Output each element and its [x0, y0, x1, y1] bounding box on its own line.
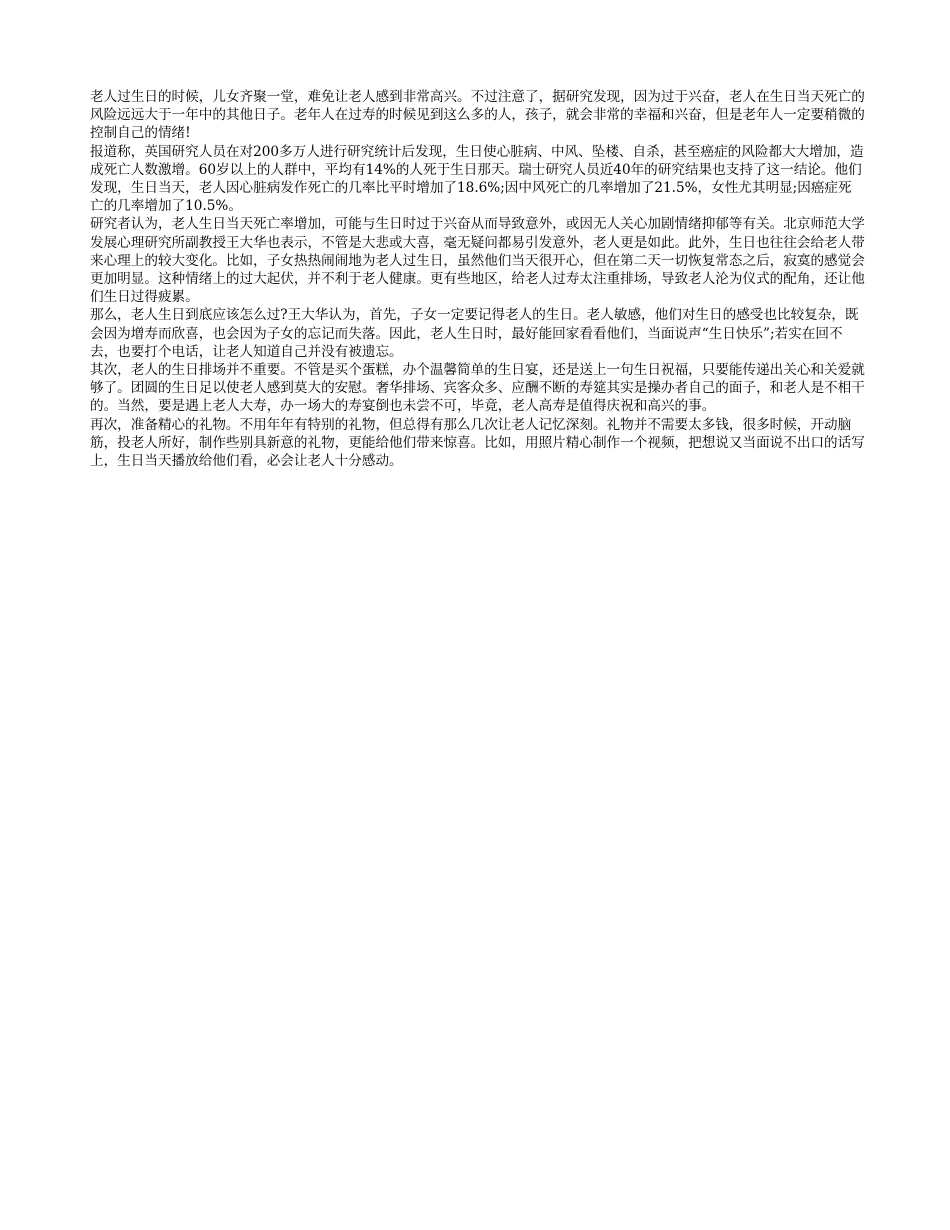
paragraph-6: 再次，准备精心的礼物。不用年年有特别的礼物，但总得有那么几次让老人记忆深刻。礼物并不需要太多钱，很多时候，开动脑筋，投老人所好，制作些别具新意的礼物，更能给他们带来惊喜。比如，用照片精心制作一个视频，把想说又当面说不出口的话写上，生日当天播放给他们看，必会让老人十分感动。: [90, 416, 865, 470]
paragraph-4: 那么，老人生日到底应该怎么过?王大华认为，首先，子女一定要记得老人的生日。老人敏感，他们对生日的感受也比较复杂，既会因为增寿而欣喜，也会因为子女的忘记而失落。因此，老人生日时，最好能回家看看他们，当面说声“生日快乐”;若实在回不去，也要打个电话，让老人知道自己并没有被遗忘。: [90, 307, 859, 360]
paragraph-3: 研究者认为，老人生日当天死亡率增加，可能与生日时过于兴奋从而导致意外，或因无人关心加剧情绪抑郁等有关。北京师范大学发展心理研究所副教授王大华也表示，不管是大悲或大喜，毫无疑问都易引发意外，老人更是如此。此外，生日也往往会给老人带来心理上的较大变化。比如，子女热热闹闹地为老人过生日，虽然他们当天很开心，但在第二天一切恢复常态之后，寂寞的感觉会更加明显。这种情绪上的过大起伏，并不利于老人健康。更有些地区，给老人过寿太注重排场，导致老人沦为仪式的配角，还让他们生日过得疲累。: [90, 216, 865, 306]
paragraph-2: 报道称，英国研究人员在对200多万人进行研究统计后发现，生日使心脏病、中风、坠楼、自杀，甚至癌症的风险都大大增加，造成死亡人数激增。60岁以上的人群中，平均有14%的人死于生日那天。瑞士研究人员近40年的研究结果也支持了这一结论。他们发现，生日当天，老人因心脏病发作死亡的几率比平时增加了18.6%;因中风死亡的几率增加了21.5%，女性尤其明显;因癌症死亡的几率增加了10.5%。: [90, 143, 864, 215]
document-body: [90, 88, 865, 470]
paragraph-5: 其次，老人的生日排场并不重要。不管是买个蛋糕，办个温馨简单的生日宴，还是送上一句生日祝福，只要能传递出关心和关爱就够了。团圆的生日足以使老人感到莫大的安慰。奢华排场、宾客众多、应酬不断的寿筵其实是操办者自己的面子，和老人是不相干的。当然，要是遇上老人大寿，办一场大的寿宴倒也未尝不可，毕竟，老人高寿是值得庆祝和高兴的事。: [90, 362, 865, 415]
paragraph-1: 老人过生日的时候，儿女齐聚一堂，难免让老人感到非常高兴。不过注意了，据研究发现，因为过于兴奋，老人在生日当天死亡的风险远远大于一年中的其他日子。老年人在过寿的时候见到这么多的人，孩子，就会非常的幸福和兴奋，但是老年人一定要稍微的控制自己的情绪!: [90, 89, 865, 142]
